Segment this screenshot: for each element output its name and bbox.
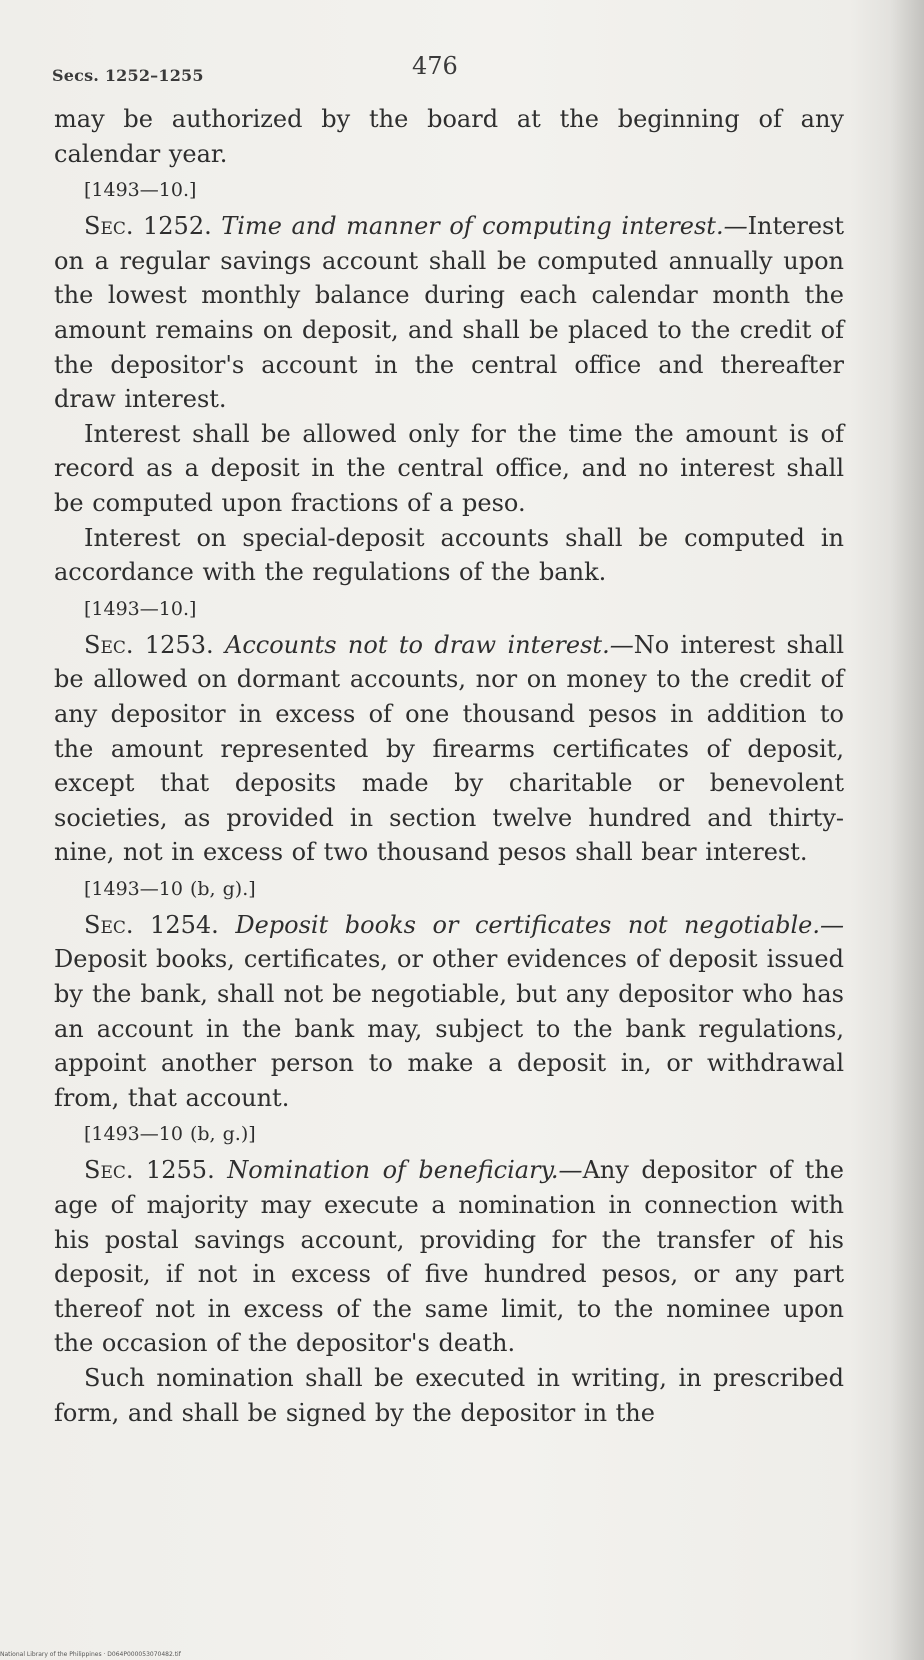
section-label: Sec. 1255. xyxy=(84,1156,215,1185)
section-title: Time and manner of computing interest.— xyxy=(221,212,748,241)
source-citation: [1493—10.] xyxy=(84,597,197,620)
paragraph-continuation: may be authorized by the board at the beginning of any calendar year. xyxy=(54,105,844,168)
section-text: No interest shall be allowed on dormant accounts, nor on money to the credit of any depositor in excess of one thousand pesos in addition to the amount represented by firearms certificates of deposit, except that deposits made by charitable or benevolent societies, as provided in section twelve hundred and thirty-nine, not in excess of two thousand pesos shall bear interest. xyxy=(54,630,844,867)
page-body xyxy=(54,102,844,1430)
section-title: Accounts not to draw interest.— xyxy=(225,630,634,659)
section-title: Deposit books or certificates not negotiable.— xyxy=(235,910,844,939)
section-label: Sec. 1252. xyxy=(84,212,212,241)
scan-footer: National Library of the Philippines · D064P000053070482.tif xyxy=(0,1651,181,1658)
section-1253 xyxy=(54,628,844,870)
section-text: Any depositor of the age of majority may execute a nomination in connection with his postal savings account, providing for the transfer of his deposit, if not in excess of five hundred pesos, or any part thereof not in excess of the same limit, to the nominee upon the occasion of the depositor's death. xyxy=(54,1156,844,1358)
section-label: Sec. 1253. xyxy=(84,630,214,659)
source-citation: [1493—10 (b, g.)] xyxy=(84,1123,256,1146)
page-header xyxy=(52,52,852,92)
running-head: Secs. 1252–1255 xyxy=(52,66,204,85)
section-text: Interest on a regular savings account shall be computed annually upon the lowest monthly balance during each calendar month the amount remains on deposit, and shall be placed to the credit of the depositor's account in the central office and thereafter draw interest. xyxy=(54,212,844,414)
section-text: Deposit books, certificates, or other evidences of deposit issued by the bank, shall not be negotiable, but any depositor who has an account in the bank may, subject to the bank regulations, appoint another person to make a deposit in, or withdrawal from, that account. xyxy=(54,945,844,1112)
section-1252 xyxy=(54,209,844,417)
section-1254 xyxy=(54,908,844,1116)
paragraph: Interest on special-deposit accounts shall be computed in accordance with the regulations of the bank. xyxy=(54,523,844,587)
section-1255 xyxy=(54,1153,844,1361)
section-title: Nomination of beneficiary.— xyxy=(227,1156,583,1185)
page-edge-shadow xyxy=(890,0,924,1660)
paragraph: Such nomination shall be executed in writing, in prescribed form, and shall be signed by the depositor in the xyxy=(54,1364,844,1427)
source-citation: [1493—10.] xyxy=(84,179,197,202)
page-number: 476 xyxy=(412,52,458,80)
paragraph: Interest shall be allowed only for the time the amount is of record as a deposit in the central office, and no interest shall be computed upon fractions of a peso. xyxy=(54,419,844,517)
source-citation: [1493—10 (b, g).] xyxy=(84,877,256,900)
section-label: Sec. 1254. xyxy=(84,910,219,939)
